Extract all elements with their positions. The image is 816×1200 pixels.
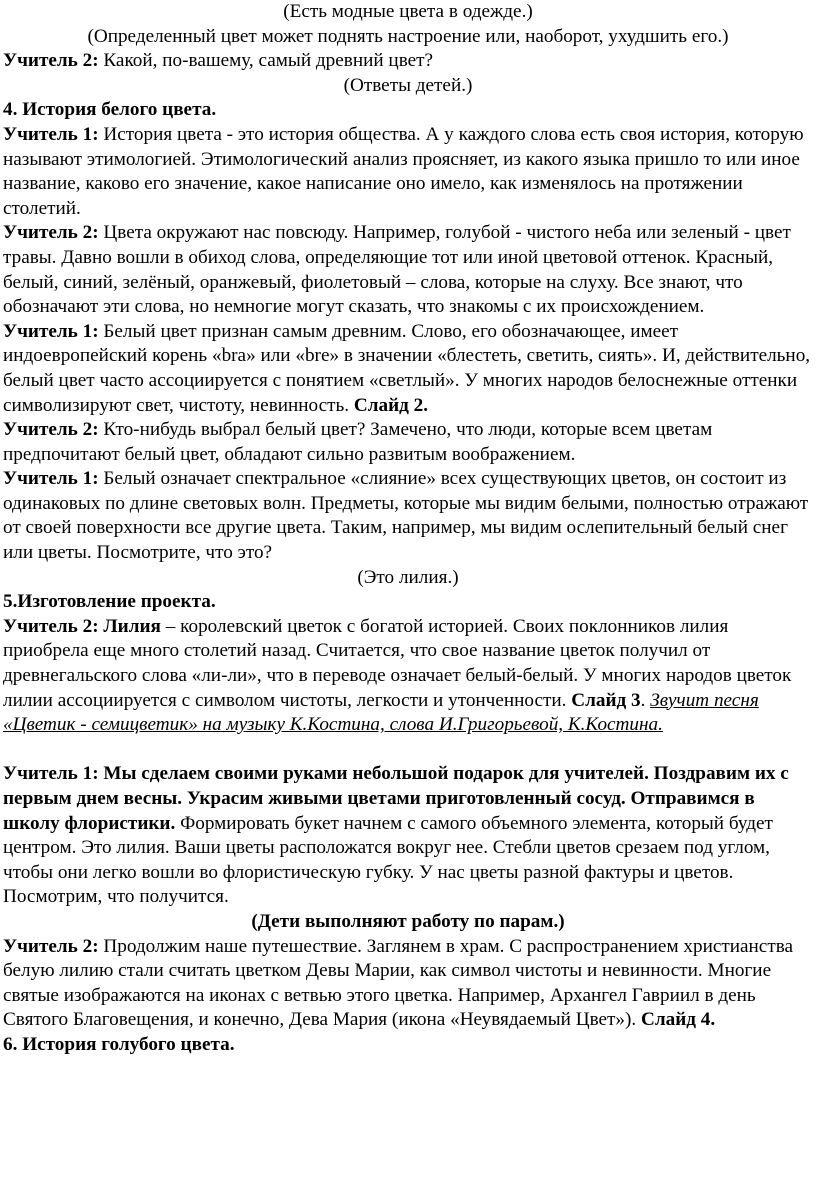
section-heading-text: 5.Изготовление проекта. xyxy=(3,591,216,613)
bold-intro: Учитель 1: Мы сделаем своими руками небольшой подарок для учителей. Поздравим их с первым днем весны. Украсим живыми цветами приготовленный сосуд. Отправимся в школу флористики. xyxy=(3,763,789,834)
paragraph xyxy=(3,123,813,221)
paragraph-text: Кто-нибудь выбрал белый цвет? Замечено, что люди, которые всем цветам предпочитают белый цвет, обладают сильно развитым воображением. xyxy=(3,419,713,465)
slide-label: Слайд 2. xyxy=(353,394,429,416)
paragraph: (Ответы детей.) xyxy=(343,74,473,96)
speaker-label: Учитель 2: xyxy=(3,419,99,441)
speaker-label: Учитель 1: xyxy=(3,320,99,342)
paragraph: (Есть модные цвета в одежде.) xyxy=(283,1,533,22)
slide-label: Слайд 3 xyxy=(571,689,641,711)
paragraph-text: Формировать букет начнем с самого объемного элемента, который будет центром. Это лилия. Ваши цветы расположатся вокруг нее. Стебли цветов срезаем под углом, чтобы они легко вошли во флористическую губку. У нас цветы разной фактуры и цветов. Посмотрим, что получится. xyxy=(3,812,773,908)
paragraph-text: Какой, по-вашему, самый древний цвет? xyxy=(98,50,434,72)
speaker-label: Учитель 1: xyxy=(3,123,99,145)
speaker-label: Учитель 2: Лилия xyxy=(3,615,161,637)
blank-line xyxy=(3,738,813,763)
paragraph: (Определенный цвет может поднять настроение или, наоборот, ухудшить его.) xyxy=(87,25,729,47)
paragraph-text: (Дети выполняют работу по парам.) xyxy=(251,910,565,932)
paragraph xyxy=(3,467,813,565)
paragraph-text: Белый означает спектральное «слияние» всех существующих цветов, он состоит из одинаковых по длине световых волн. Предметы, которые мы видим белыми, полностью отражают от своей поверхности все другие цвета. Таким, например, мы видим ослепительный белый снег или цветы. Посмотрите, что это? xyxy=(3,468,809,564)
slide-label: Слайд 4. xyxy=(641,1009,716,1031)
speaker-label: Учитель 2: xyxy=(3,935,99,957)
paragraph xyxy=(3,221,813,319)
section-heading-text: 6. История голубого цвета. xyxy=(3,1033,235,1055)
paragraph xyxy=(3,49,813,74)
paragraph-text: История цвета - это история общества. А у каждого слова есть своя история, которую называют этимологией. Этимологический анализ проясняет, из какого языка пришло то или иное название, каково его значение, какое написание оно имело, как изменялось на протяжении столетий. xyxy=(3,123,804,219)
section-heading xyxy=(3,98,813,123)
paragraph xyxy=(3,762,813,910)
paragraph xyxy=(3,615,813,738)
paragraph xyxy=(3,418,813,467)
section-heading xyxy=(3,590,813,615)
paragraph-text: Цвета окружают нас повсюду. Например, голубой - чистого неба или зеленый - цвет травы. Давно вошли в обиход слова, определяющие тот или иной цветовой оттенок. Красный, белый, синий, зелёный, оранжевый, фиолетовый – слова, которые на слуху. Все знают, что обозначают эти слова, но немногие могут сказать, что знакомы с их происхождением. xyxy=(3,222,791,318)
song-note: Звучит песня «Цветик - семицветик» на музыку К.Костина, слова И.Григорьевой, К.Костина. xyxy=(3,689,759,736)
paragraph xyxy=(3,910,813,935)
paragraph-text: Белый цвет признан самым древним. Слово, его обозначающее, имеет индоевропейский корень «bra» или «bre» в значении «блестеть, светить, сиять». И, действительно, белый цвет часто ассоциируется с понятием «светлый». У многих народов белоснежные оттенки символизируют свет, чистоту, невинность. xyxy=(3,320,811,416)
speaker-label: Учитель 2: xyxy=(3,50,99,72)
paragraph-text: Продолжим наше путешествие. Заглянем в храм. С распространением христианства белую лилию стали считать цветком Девы Марии, как символ чистоты и невинности. Многие святые изображаются на иконах с ветвью этого цветка. Например, Архангел Гавриил в день Святого Благовещения, и конечно, Дева Мария (икона «Неувядаемый Цвет»). xyxy=(3,935,794,1031)
speaker-label: Учитель 1: xyxy=(3,468,99,490)
paragraph: (Это лилия.) xyxy=(357,566,459,588)
paragraph-text: – королевский цветок с богатой историей. Своих поклонников лилия приобрела еще много столетий назад. Считается, что свое название цветок получил от древнегальского слова «ли-ли», что в переводе означает белый-белый. У многих народов цветок лилии ассоциируется с символом чистоты, легкости и утонченности. xyxy=(3,615,792,711)
paragraph xyxy=(3,320,813,418)
speaker-label: Учитель 2: xyxy=(3,222,99,244)
section-heading-text: 4. История белого цвета. xyxy=(3,99,217,121)
section-heading xyxy=(3,1033,813,1058)
paragraph xyxy=(3,935,813,1033)
paragraph-text: . xyxy=(640,689,651,711)
